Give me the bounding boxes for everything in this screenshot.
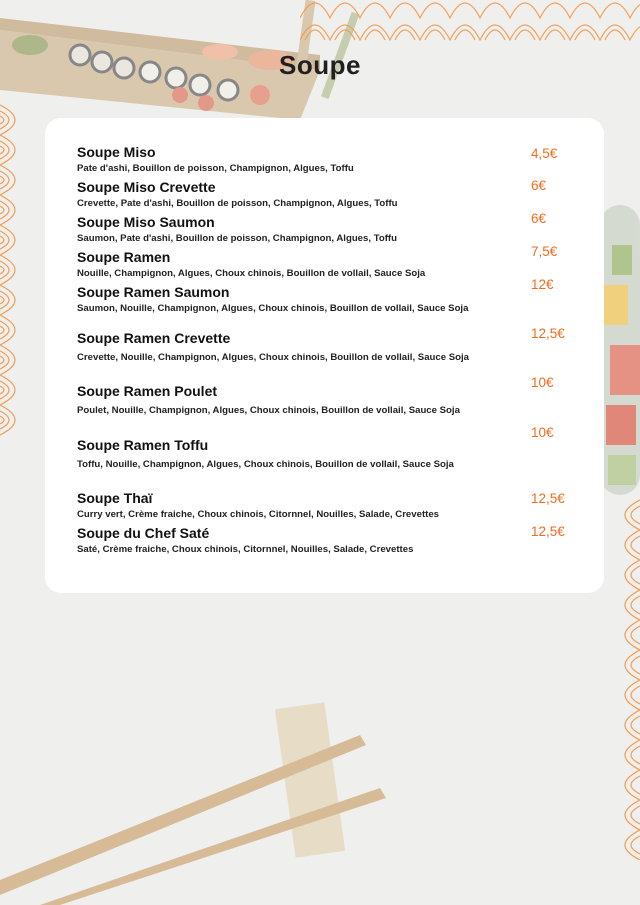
item-description: Saumon, Pate d'ashi, Bouillon de poisson, Champignon, Algues, Toffu	[77, 233, 397, 244]
item-price: 12,5€	[531, 491, 565, 506]
menu-card	[45, 118, 604, 593]
menu-item	[77, 330, 497, 368]
item-price: 7,5€	[531, 244, 558, 259]
menu-item	[77, 437, 497, 475]
item-description: Crevette, Pate d'ashi, Bouillon de poisson, Champignon, Algues, Toffu	[77, 198, 398, 209]
chopsticks-image	[0, 690, 420, 905]
item-price: 4,5€	[531, 146, 558, 161]
item-description: Pate d'ashi, Bouillon de poisson, Champignon, Algues, Toffu	[77, 163, 354, 174]
menu-item	[77, 284, 497, 317]
item-description: Poulet, Nouille, Champignon, Algues, Choux chinois, Bouillon de vollail, Sauce Soja	[77, 405, 460, 416]
item-price: 12€	[531, 277, 554, 292]
item-price: 12,5€	[531, 326, 565, 341]
item-description: Saté, Crème fraiche, Choux chinois, Citornnel, Nouilles, Salade, Crevettes	[77, 544, 414, 555]
page-title: Soupe	[279, 50, 361, 80]
item-description: Curry vert, Crème fraiche, Choux chinois, Citornnel, Nouilles, Salade, Crevettes	[77, 509, 440, 520]
item-name: Soupe Ramen Toffu	[77, 437, 209, 453]
wave-pattern-right	[600, 490, 640, 860]
item-price: 10€	[531, 425, 554, 440]
item-description: Crevette, Nouille, Champignon, Algues, Choux chinois, Bouillon de vollail, Sauce Soja	[77, 352, 469, 363]
menu-item	[77, 249, 497, 282]
item-name: Soupe Miso Crevette	[77, 179, 216, 195]
item-price: 12,5€	[531, 524, 565, 539]
item-name: Soupe Miso Saumon	[77, 214, 215, 230]
item-description: Toffu, Nouille, Champignon, Algues, Choux chinois, Bouillon de vollail, Sauce Soja	[77, 459, 454, 470]
item-price: 10€	[531, 375, 554, 390]
item-description: Saumon, Nouille, Champignon, Algues, Choux chinois, Bouillon de vollail, Sauce Soja	[77, 303, 469, 314]
menu-item	[77, 144, 497, 177]
menu-item	[77, 490, 497, 523]
item-price: 6€	[531, 178, 547, 193]
menu-item	[77, 525, 497, 558]
item-name: Soupe Thaï	[77, 490, 153, 506]
item-name: Soupe du Chef Saté	[77, 525, 210, 541]
item-description: Nouille, Champignon, Algues, Choux chinois, Bouillon de vollail, Sauce Soja	[77, 268, 426, 279]
item-price: 6€	[531, 211, 547, 226]
wave-pattern	[300, 0, 640, 48]
item-name: Soupe Miso	[77, 144, 156, 160]
item-name: Soupe Ramen Saumon	[77, 284, 230, 300]
menu-item	[77, 179, 497, 212]
menu-item	[77, 214, 497, 247]
wave-pattern-left	[0, 95, 45, 445]
item-name: Soupe Ramen	[77, 249, 171, 265]
item-name: Soupe Ramen Crevette	[77, 330, 231, 346]
menu-item	[77, 383, 497, 421]
item-name: Soupe Ramen Poulet	[77, 383, 218, 399]
